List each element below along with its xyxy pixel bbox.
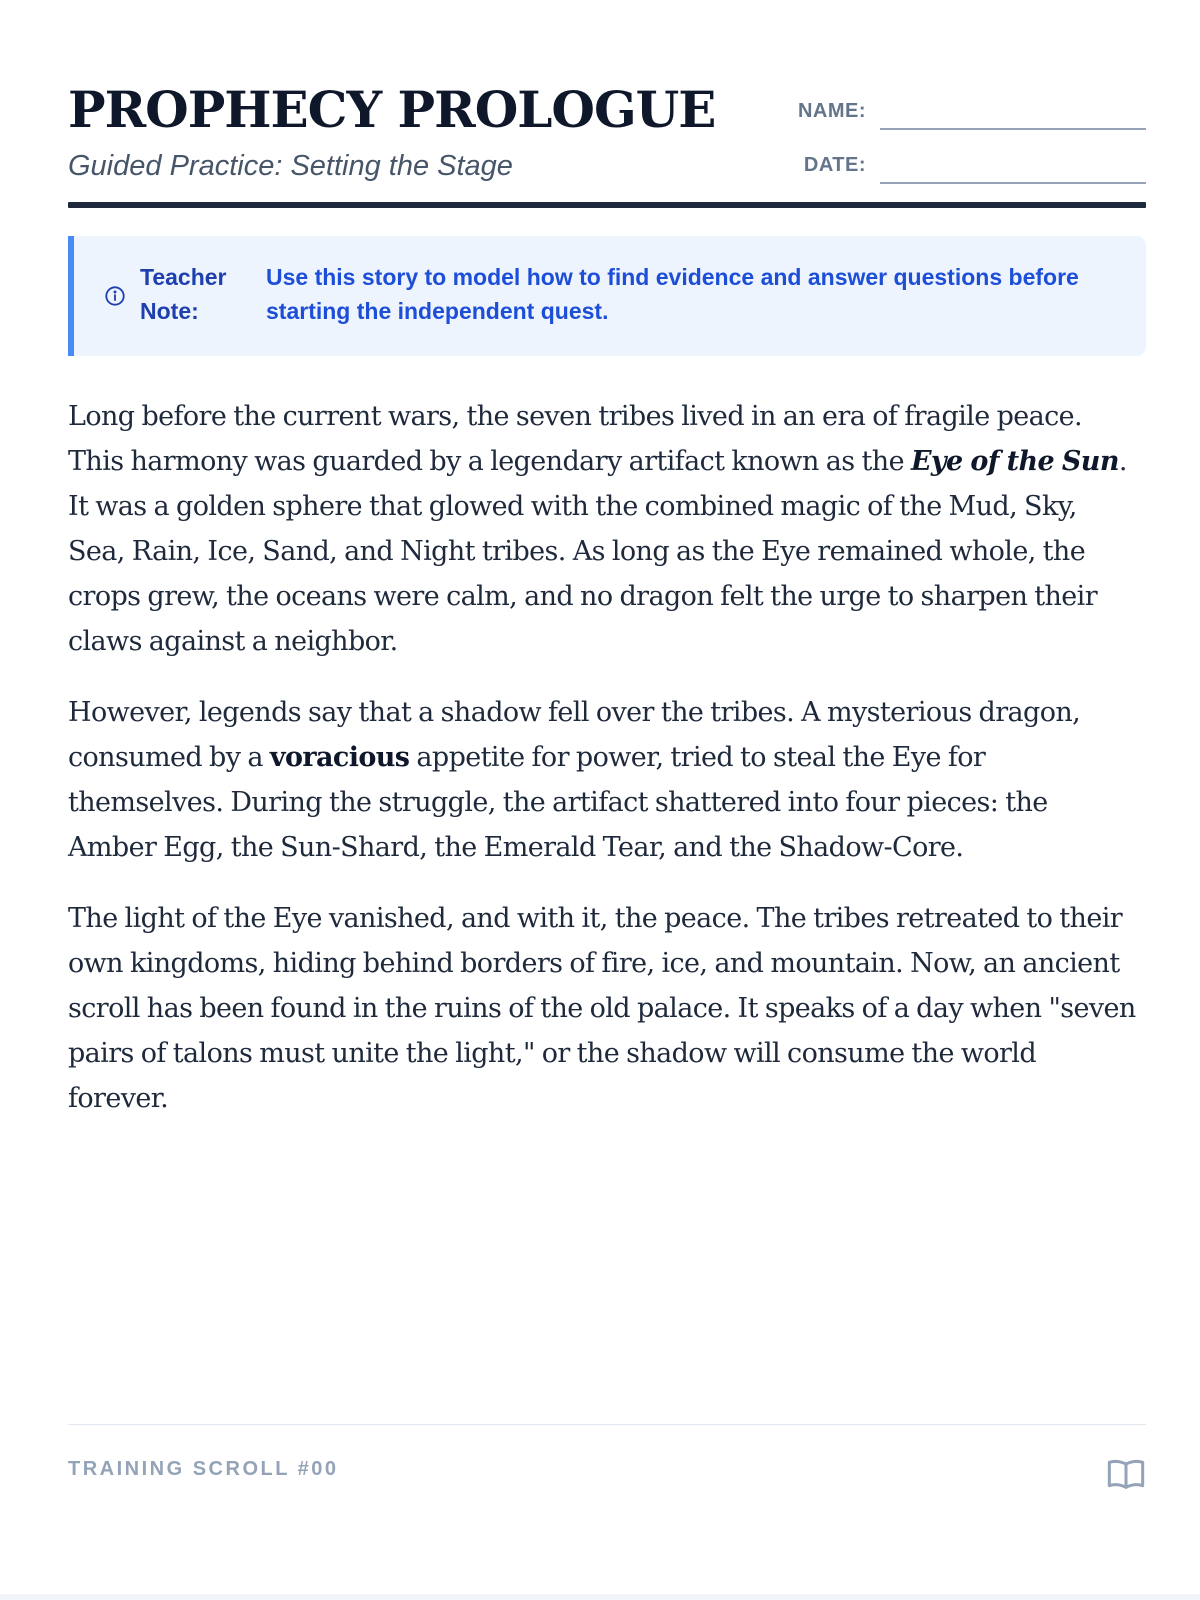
- page-bottom-band: [0, 1594, 1200, 1600]
- artifact-name-emphasis: Eye of the Sun: [910, 446, 1119, 477]
- vocabulary-word: voracious: [269, 742, 410, 773]
- info-icon: [104, 285, 126, 307]
- date-label: DATE:: [803, 154, 866, 176]
- story-p2-text-b: appetite for power, tried to steal the Eye for themselves. During the struggle, the artifact shattered into four pieces: the Amber Egg, the Sun-Shard, the Emerald Tear, and the Shadow-Core.: [68, 742, 1048, 863]
- story-p1-text-b: . It was a golden sphere that glowed with the combined magic of the Mud, Sky, Sea, Rain, Ice, Sand, and Night tribes. As long as the Eye remained whole, the crops grew, the oceans were calm, and no dragon felt the urge to sharpen their claws against a neighbor.: [68, 446, 1127, 657]
- footer-label: TRAINING SCROLL #00: [68, 1458, 339, 1480]
- teacher-note-text: Use this story to model how to find evidence and answer questions before starting the independent quest.: [266, 264, 1079, 324]
- footer-divider: [68, 1424, 1146, 1425]
- worksheet-header: [68, 72, 1146, 212]
- name-line: [880, 128, 1146, 130]
- story-p1-text-a: Long before the current wars, the seven tribes lived in an era of fragile peace. This harmony was guarded by a legendary artifact known as the: [68, 401, 1083, 477]
- date-line: [880, 182, 1146, 184]
- story-p2-text-a: However, legends say that a shadow fell over the tribes. A mysterious dragon, consumed by a: [68, 697, 1081, 773]
- date-field: [800, 146, 1146, 186]
- story-paragraph-1: [68, 394, 1140, 664]
- story-paragraph-3: The light of the Eye vanished, and with it, the peace. The tribes retreated to their own kingdoms, hiding behind borders of fire, ice, and mountain. Now, an ancient scroll has been found in the ruins of the old palace. It speaks of a day when "seven pairs of talons must unite the light," or the shadow will consume the world forever.: [68, 903, 1136, 1114]
- name-field: [797, 92, 1146, 132]
- page-subtitle: Guided Practice: Setting the Stage: [68, 150, 513, 182]
- page-title: PROPHECY PROLOGUE: [68, 80, 716, 139]
- name-label: NAME:: [797, 100, 866, 122]
- teacher-note-label: Teacher Note:: [140, 264, 227, 324]
- open-book-icon: [1106, 1454, 1146, 1494]
- header-divider: [68, 202, 1146, 208]
- story-paragraph-2: [68, 690, 1140, 870]
- teacher-note-callout: [68, 236, 1146, 356]
- story-body: [68, 394, 1140, 1147]
